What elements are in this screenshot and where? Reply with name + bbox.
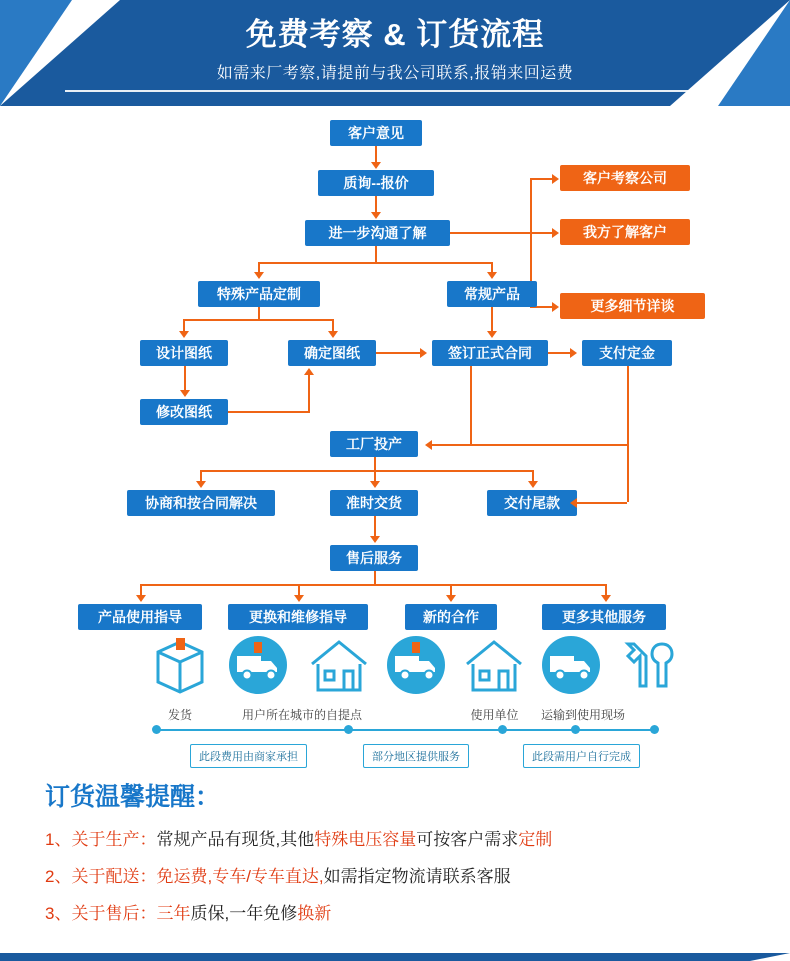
- flow-node-inquiry-quote[interactable]: 质询--报价: [318, 170, 434, 196]
- timeline-segment-label-1: 部分地区提供服务: [363, 744, 469, 768]
- connector: [530, 178, 554, 180]
- note-index: 2、: [45, 867, 72, 886]
- connector: [450, 232, 530, 234]
- note-label: 关于售后：: [71, 904, 157, 923]
- connector: [200, 470, 532, 472]
- connector: [308, 374, 310, 413]
- arrow-down: [180, 390, 190, 397]
- arrow-down: [136, 595, 146, 602]
- timeline-dot: [650, 725, 659, 734]
- connector: [374, 457, 376, 470]
- truck-icon: [385, 634, 447, 696]
- order-flow-diagram: [0, 106, 790, 626]
- flow-node-product-usage-guide[interactable]: 产品使用指导: [78, 604, 202, 630]
- note-row: [45, 862, 790, 887]
- flow-node-on-time-delivery[interactable]: 准时交货: [330, 490, 418, 516]
- footer-decor: [750, 953, 790, 961]
- note-label: 关于配送：: [71, 867, 157, 886]
- connector: [470, 366, 472, 444]
- house-icon: [463, 638, 525, 694]
- connector: [530, 232, 554, 234]
- flow-node-custom-product[interactable]: 特殊产品定制: [198, 281, 320, 307]
- flow-node-sign-contract[interactable]: 签订正式合同: [432, 340, 548, 366]
- arrow-down: [371, 162, 381, 169]
- arrow-down: [446, 595, 456, 602]
- timeline-dot: [344, 725, 353, 734]
- connector: [140, 584, 605, 586]
- arrow-down: [487, 331, 497, 338]
- logistics-caption-1: 用户所在城市的自提点: [241, 708, 362, 722]
- timeline-dot: [152, 725, 161, 734]
- timeline-dot: [498, 725, 507, 734]
- flow-node-replacement-repair-guide[interactable]: 更换和维修指导: [228, 604, 368, 630]
- page-header: [0, 0, 790, 106]
- flow-node-pay-deposit[interactable]: 支付定金: [582, 340, 672, 366]
- arrow-down: [528, 481, 538, 488]
- arrow-down: [294, 595, 304, 602]
- note-text: 常规产品有现货,其他: [156, 830, 315, 849]
- arrow-up: [304, 368, 314, 375]
- order-notes: [0, 771, 790, 924]
- connector: [432, 444, 627, 446]
- box-icon: [150, 636, 210, 694]
- note-index: 3、: [45, 904, 72, 923]
- arrow-left: [425, 440, 432, 450]
- note-index: 1、: [45, 830, 72, 849]
- note-highlight: 免运费,专车/专车直达,: [156, 867, 324, 886]
- flow-node-factory-production[interactable]: 工厂投产: [330, 431, 418, 457]
- footer-bar: [0, 953, 790, 961]
- note-highlight: 特殊电压容量: [314, 830, 417, 849]
- timeline-dot: [571, 725, 580, 734]
- flow-node-more-details-discussion[interactable]: 更多细节详谈: [560, 293, 705, 319]
- note-highlight: 换新: [297, 904, 332, 923]
- arrow-down: [254, 272, 264, 279]
- note-highlight: 三年: [156, 904, 191, 923]
- house-icon: [308, 638, 370, 694]
- connector: [376, 352, 422, 354]
- truck-icon: [227, 634, 289, 696]
- arrow-down: [601, 595, 611, 602]
- arrow-down: [328, 331, 338, 338]
- arrow-right: [552, 228, 559, 238]
- flow-node-confirm-drawing[interactable]: 确定图纸: [288, 340, 376, 366]
- arrow-right: [570, 348, 577, 358]
- connector: [375, 246, 377, 262]
- note-row: [45, 825, 790, 850]
- connector: [183, 319, 333, 321]
- flow-node-further-communication[interactable]: 进一步沟通了解: [305, 220, 450, 246]
- note-highlight: 定制: [518, 830, 553, 849]
- wrench-icon: [618, 638, 676, 694]
- flow-node-more-other-services[interactable]: 更多其他服务: [542, 604, 666, 630]
- flow-node-customer-opinion[interactable]: 客户意见: [330, 120, 422, 146]
- logistics-timeline: [155, 729, 655, 731]
- connector: [627, 444, 629, 502]
- timeline-segment-label-2: 此段需用户自行完成: [523, 744, 640, 768]
- logistics-caption-2: 使用单位: [470, 708, 519, 722]
- logistics-caption-0: 发货: [167, 708, 192, 722]
- page-title: 免费考察 & 订货流程: [245, 17, 545, 52]
- flow-node-new-cooperation[interactable]: 新的合作: [405, 604, 497, 630]
- logistics-strip: [0, 626, 790, 771]
- page-subtitle: 如需来厂考察,请提前与我公司联系,报销来回运费: [216, 65, 574, 82]
- arrow-right: [552, 174, 559, 184]
- flow-node-negotiate-contract-solution[interactable]: 协商和按合同解决: [127, 490, 275, 516]
- note-row: [45, 899, 790, 924]
- note-text: 可按客户需求: [416, 830, 519, 849]
- connector: [184, 366, 186, 392]
- flow-node-after-sales-service[interactable]: 售后服务: [330, 545, 418, 571]
- arrow-right: [552, 302, 559, 312]
- connector: [491, 307, 493, 333]
- flow-node-revise-drawing[interactable]: 修改图纸: [140, 399, 228, 425]
- connector: [258, 262, 493, 264]
- connector: [258, 307, 260, 319]
- logistics-caption-3: 运输到使用现场: [540, 708, 625, 722]
- arrow-left: [570, 498, 577, 508]
- flow-node-customer-visits-company[interactable]: 客户考察公司: [560, 165, 690, 191]
- connector: [374, 571, 376, 584]
- arrow-right: [420, 348, 427, 358]
- arrow-down: [179, 331, 189, 338]
- connector: [548, 352, 572, 354]
- timeline-segment-label-0: 此段费用由商家承担: [190, 744, 307, 768]
- flow-node-design-drawing[interactable]: 设计图纸: [140, 340, 228, 366]
- flow-node-final-payment[interactable]: 交付尾款: [487, 490, 577, 516]
- flow-node-we-understand-customer[interactable]: 我方了解客户: [560, 219, 690, 245]
- note-label: 关于生产：: [71, 830, 157, 849]
- arrow-down: [196, 481, 206, 488]
- note-text: 质保,一年免修: [190, 904, 298, 923]
- header-divider: [65, 90, 725, 92]
- connector: [627, 366, 629, 444]
- connector: [577, 502, 627, 504]
- arrow-down: [370, 481, 380, 488]
- arrow-down: [371, 212, 381, 219]
- note-text: 如需指定物流请联系客服: [323, 867, 511, 886]
- connector: [374, 516, 376, 538]
- flow-node-standard-product[interactable]: 常规产品: [447, 281, 537, 307]
- arrow-down: [370, 536, 380, 543]
- connector: [228, 411, 308, 413]
- arrow-down: [487, 272, 497, 279]
- notes-title: 订货温馨提醒：: [45, 783, 221, 811]
- truck-icon: [540, 634, 602, 696]
